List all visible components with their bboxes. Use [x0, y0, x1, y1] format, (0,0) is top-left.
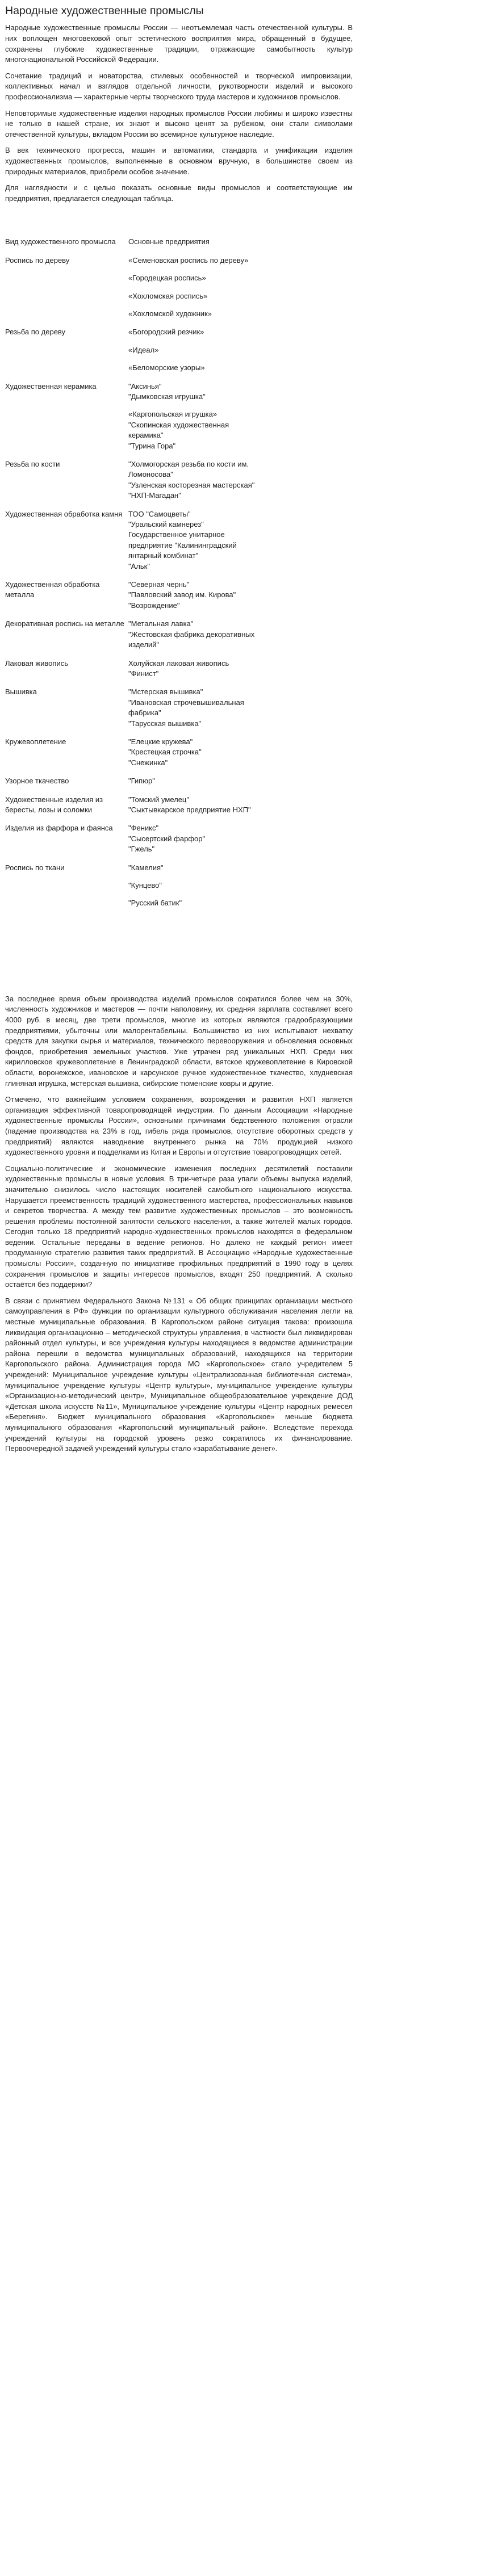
craft-kind-cell: Художественные изделия из бересты, лозы и соломки — [5, 795, 103, 814]
table-row — [5, 327, 255, 381]
enterprises-cell — [128, 687, 255, 737]
enterprise-entry: «Хохломской художник» — [128, 309, 212, 318]
craft-kind-cell: Кружевоплетение — [5, 737, 66, 746]
enterprise-entry: "Гипюр" — [128, 777, 155, 786]
body-paragraph: За последнее время объем производства изделий промыслов сократился более чем на 30%, численность художников и мастеров — почти наполовину, их средняя зарплата составляет всего 4000 руб. в месяц, две трети промыслов, многие из которых являются градообразующими предприятиями, убыточны или малорентабельны. Большинство из них испытывают нехватку средств для закупки сырья и материалов, технического перевооружения и обновления основных фондов, приобретения земельных участков. Уже утрачен ряд уникальных НХП. Среди них кирилловское кружевоплетение в Ленинградской области, вятское кружевоплетение в Кировской области, воронежское, ивановское и карсунское ручное художественное ткачество, хлудневская глиняная игрушка, мстерская вышивка, сибирские тюменские ковры и другие. — [5, 994, 353, 1088]
craft-kind-cell: Художественная обработка металла — [5, 580, 100, 599]
enterprise-entry: "Камелия" — [128, 863, 164, 872]
enterprises-cell — [128, 737, 255, 776]
table-header-row — [5, 237, 255, 255]
enterprises-cell — [128, 580, 255, 619]
table-row — [5, 776, 255, 794]
enterprise-entry: "Северная чернь" "Павловский завод им. Кирова" "Возрождение" — [128, 580, 236, 610]
craft-kind-cell: Декоративная роспись на металле — [5, 619, 124, 628]
table-row — [5, 509, 255, 580]
craft-kind-cell: Художественная обработка камня — [5, 509, 123, 518]
intro-paragraph: Народные художественные промыслы России — неотъемлемая часть отечественной культуры. В них воплощен многовековой опыт эстетического восприятия мира, обращенный в будущее, сохранены глубокие художественные традиции, отражающие самобытность культур многонациональной Российской Федерации. — [5, 23, 353, 64]
header-kind: Вид художественного промысла — [5, 237, 116, 246]
enterprise-entry: «Беломорские узоры» — [128, 363, 205, 372]
enterprises-cell — [128, 509, 255, 580]
intro-paragraph: В век технического прогресса, машин и автоматики, стандарта и унификации изделия художественных промыслов, выполненные в основном вручную, в большинстве своем из природных материалов, приобрели особое значение. — [5, 146, 353, 176]
enterprise-entry: "Русский батик" — [128, 899, 182, 908]
table-row — [5, 459, 255, 509]
enterprises-cell — [128, 863, 255, 917]
table-row — [5, 863, 255, 917]
enterprises-cell — [128, 459, 255, 509]
enterprise-entry: "Елецкие кружева" "Крестецкая строчка" "Снежинка" — [128, 737, 202, 767]
table-row — [5, 687, 255, 737]
intro-paragraph: Для наглядности и с целью показать основные виды промыслов и соответствующие им предприятия, предлагается следующая таблица. — [5, 183, 353, 203]
enterprise-entry: Холуйская лаковая живопись "Финист" — [128, 658, 229, 678]
enterprise-entry: «Городецкая роспись» — [128, 274, 206, 283]
intro-section — [5, 23, 353, 204]
enterprises-cell — [128, 823, 255, 862]
enterprise-entry: "Томский умелец" "Сыктывкарское предприятие НХП" — [128, 795, 251, 814]
enterprise-entry: «Каргопольская игрушка» "Скопинская художественная керамика" "Турина Гора" — [128, 410, 229, 450]
enterprises-cell — [128, 776, 255, 794]
table-row — [5, 255, 255, 328]
body-section — [5, 994, 353, 1454]
enterprise-entry: "Кунцево" — [128, 881, 162, 890]
intro-paragraph: Сочетание традиций и новаторства, стилевых особенностей и творческой импровизации, коллективных начал и взглядов отдельной личности, рукотворности изделий и высокого профессионализма — характерные черты творческого труда мастеров и художников промыслов. — [5, 71, 353, 101]
table-row — [5, 795, 255, 824]
craft-kind-cell: Резьба по кости — [5, 460, 60, 469]
table-row — [5, 658, 255, 687]
enterprise-entry: "Метальная лавка" "Жестовская фабрика декоративных изделий" — [128, 619, 255, 649]
enterprise-entry: "Феникс" "Сысертский фарфор" "Гжель" — [128, 824, 206, 854]
craft-kind-cell: Вышивка — [5, 687, 37, 697]
body-paragraph: Социально-политические и экономические изменения последних десятилетий поставили художественные промыслы в новые условия. В три-четыре раза упали объемы выпуска изделий, значительно снизилось число настоящих носителей самобытного национального искусства. Нарушается преемственность традиций художественного мастерства, профессиональных навыков и секретов творчества. А между тем развитие художественных промыслов – это возможность решения проблемы постоянной занятости сельского населения, а также жителей малых городов. Сегодня только 18 предприятий народно-художественных промыслов находятся в федеральном ведении. Остальные переданы в ведение регионов. Но далеко не каждый регион имеет продуманную стратегию развития таких предприятий. В Ассоциацию «Народные художественные промыслы России», созданную по инициативе профильных предприятий в 1990 году в целях сохранения промыслов и защиты интересов промыслов, входят 250 предприятий. А сколько остаётся без поддержки? — [5, 1164, 353, 1289]
craft-kind-cell: Лаковая живопись — [5, 658, 68, 668]
enterprises-cell — [128, 795, 255, 824]
enterprise-entry: "Мстерская вышивка" "Ивановская строчевышивальная фабрика" "Тарусская вышивка" — [128, 687, 244, 728]
enterprises-cell — [128, 619, 255, 658]
craft-kind-cell: Роспись по дереву — [5, 255, 70, 265]
enterprise-entry: «Идеал» — [128, 345, 159, 354]
table-row — [5, 381, 255, 459]
craft-kind-cell: Роспись по ткани — [5, 863, 65, 872]
enterprise-entry: "Холмогорская резьба по кости им. Ломоносова" "Узленская косторезная мастерская" "НХП-Магадан" — [128, 460, 255, 500]
crafts-table — [5, 237, 255, 917]
enterprise-entry: "Аксинья" "Дымковская игрушка" — [128, 381, 206, 401]
enterprises-cell — [128, 658, 255, 687]
intro-paragraph: Неповторимые художественные изделия народных промыслов России любимы и широко известны не только в нашей стране, их знают и высоко ценят за рубежом, они стали символами отечественной культуры, вкладом России во всемирное культурное наследие. — [5, 108, 353, 139]
craft-kind-cell: Изделия из фарфора и фаянса — [5, 824, 113, 833]
enterprises-cell — [128, 327, 255, 381]
enterprise-entry: «Богородский резчик» — [128, 328, 204, 337]
table-row — [5, 823, 255, 862]
page-title: Народные художественные промыслы — [5, 5, 204, 17]
enterprise-entry: «Семеновская роспись по дереву» — [128, 255, 249, 265]
craft-kind-cell: Художественная керамика — [5, 381, 97, 391]
table-row — [5, 580, 255, 619]
table-row — [5, 619, 255, 658]
enterprise-entry: ТОО "Самоцветы" "Уральский камнерез" Государственное унитарное предприятие "Калининградский янтарный комбинат" "Альк" — [128, 509, 237, 570]
body-paragraph: Отмечено, что важнейшим условием сохранения, возрождения и развития НХП является организация эффективной товаропроводящей индустрии. По данным Ассоциации «Народные художественные промыслы России», основными причинами бедственного положения отрасли (падение производства на 23% в год, гибель ряда промыслов, отсутствие оборотных средств у предприятий) являются наводнение внутреннего рынка на 70% продукцией низкого художественного уровня и подделками из Китая и Европы и отсутствие товаропроводящих сетей. — [5, 1095, 353, 1157]
article — [0, 0, 358, 1466]
enterprises-cell — [128, 381, 255, 459]
craft-kind-cell: Резьба по дереву — [5, 328, 66, 337]
body-paragraph: В связи с принятием Федерального Закона №131 « Об общих принципах организации местного самоуправления в РФ» функции по организации культурного обслуживания населения легли на местные муниципальные образования. В Каргопольском районе ситуация такова: произошла ликвидация организационно – методической структуры управления, в частности был ликвидирован районный отдел культуры, и все учреждения культуры находящиеся в ведомстве администрации района перешли в ведомства муниципальных образований, находящихся на территории Каргопольского района. Администрация города МО «Каргопольское» стало учредителем 5 учреждений: Муниципальное учреждение культуры «Централизованная библиотечная система», муниципальное учреждение культуры «Центр культуры», муниципальное учреждение культуры «Организационно-методический центр», Муниципальное общеобразовательное учреждение ДОД «Детская школа искусств №11», Муниципальное учреждение культуры «Центр народных ремесел «Берегиня». Бюджет муниципального образования «Каргопольское» меньше бюджета муниципального образования «Каргопольский муниципальный район». Вследствие перехода учреждений культуры на городской уровень резко сократилось их финансирование. Первоочередной задачей учреждений культуры стало «зарабатывание денег». — [5, 1296, 353, 1453]
enterprise-entry: «Хохломская роспись» — [128, 291, 208, 300]
craft-kind-cell: Узорное ткачество — [5, 777, 69, 786]
table-row — [5, 737, 255, 776]
header-enterprises: Основные предприятия — [128, 237, 210, 246]
enterprises-cell — [128, 255, 255, 328]
